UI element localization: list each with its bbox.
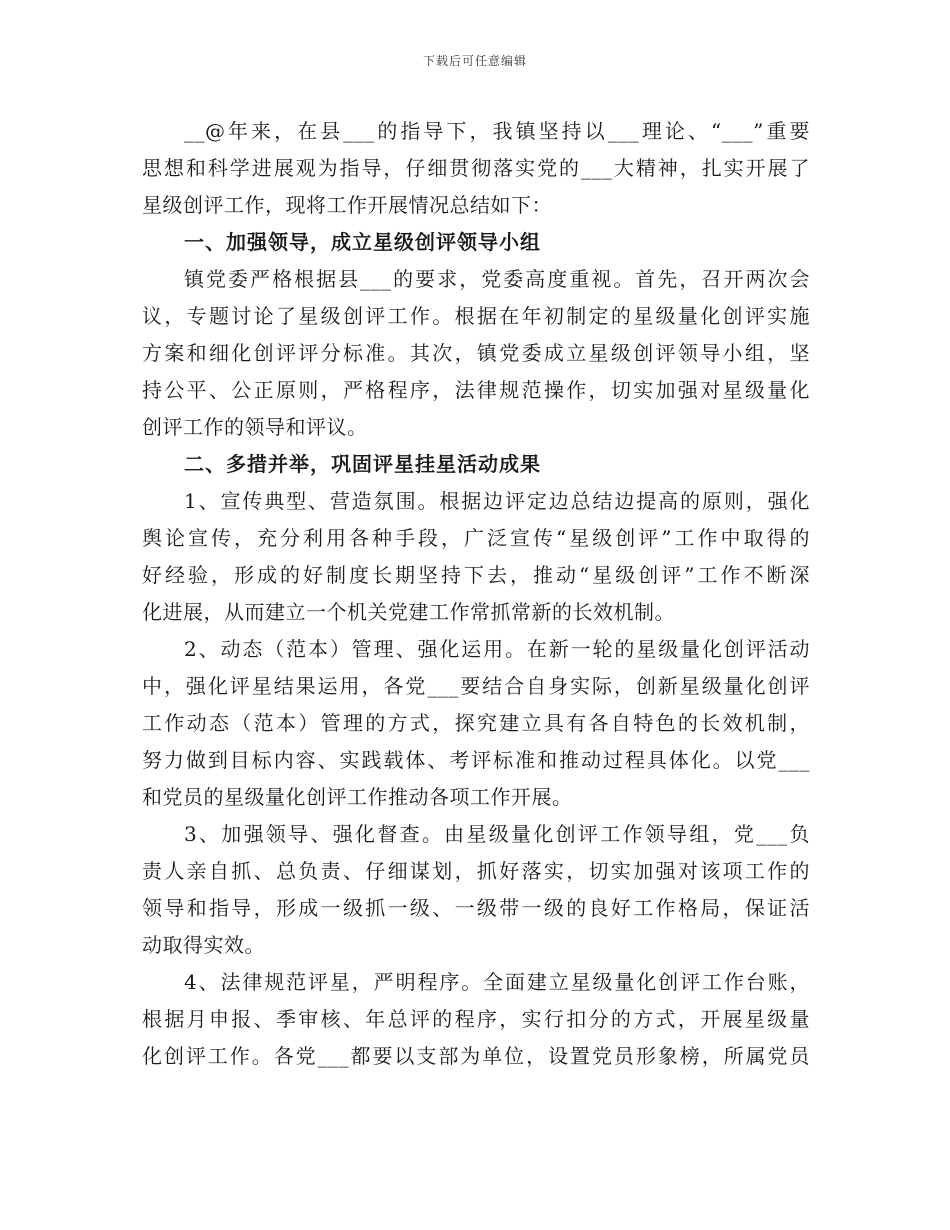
text-line: 中，强化评星结果运用，各党___要结合自身实际，创新星级量化创评 <box>142 674 810 698</box>
text-line: __@年来，在县___的指导下，我镇坚持以___理论、“___”重要 <box>184 119 810 143</box>
text-line: 思想和科学进展观为指导，仔细贯彻落实党的___大精神，扎实开展了 <box>142 156 810 180</box>
text-line: 创评工作的领导和评议。 <box>142 415 368 439</box>
text-line: 根据月申报、季审核、年总评的程序，实行扣分的方式，开展星级量 <box>142 1007 810 1031</box>
text-line: 和党员的星级量化创评工作推动各项工作开展。 <box>142 785 573 809</box>
section-heading: 一、加强领导，成立星级创评领导小组 <box>184 230 541 254</box>
text-line: 星级创评工作，现将工作开展情况总结如下： <box>142 193 552 217</box>
text-line: 化创评工作。各党___都要以支部为单位，设置党员形象榜，所属党员 <box>142 1044 810 1068</box>
text-line: 领导和指导，形成一级抓一级、一级带一级的良好工作格局，保证活 <box>142 896 810 920</box>
text-line: 1、宣传典型、营造氛围。根据边评定边总结边提高的原则，强化 <box>184 489 810 513</box>
text-line: 2、动态（范本）管理、强化运用。在新一轮的星级量化创评活动 <box>184 637 810 661</box>
text-line: 镇党委严格根据县___的要求，党委高度重视。首先，召开两次会 <box>184 267 810 291</box>
document-body <box>142 113 810 1075</box>
text-line: 努力做到目标内容、实践载体、考评标准和推动过程具体化。以党___ <box>142 748 810 772</box>
text-line: 责人亲自抓、总负责、仔细谋划，抓好落实，切实加强对该项工作的 <box>142 859 810 883</box>
text-line: 舆论宣传，充分利用各种手段，广泛宣传“星级创评”工作中取得的 <box>142 526 810 550</box>
text-line: 化进展，从而建立一个机关党建工作常抓常新的长效机制。 <box>142 600 675 624</box>
text-line: 动取得实效。 <box>142 933 265 957</box>
text-line: 3、加强领导、强化督查。由星级量化创评工作领导组，党___负 <box>184 822 810 846</box>
text-line: 4、法律规范评星，严明程序。全面建立星级量化创评工作台账， <box>184 970 810 994</box>
section-heading: 二、多措并举，巩固评星挂星活动成果 <box>184 452 541 476</box>
text-line: 持公平、公正原则，严格程序，法律规范操作，切实加强对星级量化 <box>142 378 810 402</box>
text-line: 方案和细化创评评分标准。其次，镇党委成立星级创评领导小组，坚 <box>142 341 810 365</box>
text-line: 工作动态（范本）管理的方式，探究建立具有各自特色的长效机制， <box>142 711 810 735</box>
text-line: 好经验，形成的好制度长期坚持下去，推动“星级创评”工作不断深 <box>142 563 810 587</box>
text-line: 议，专题讨论了星级创评工作。根据在年初制定的星级量化创评实施 <box>142 304 810 328</box>
header-note: 下载后可任意编辑 <box>422 54 527 68</box>
